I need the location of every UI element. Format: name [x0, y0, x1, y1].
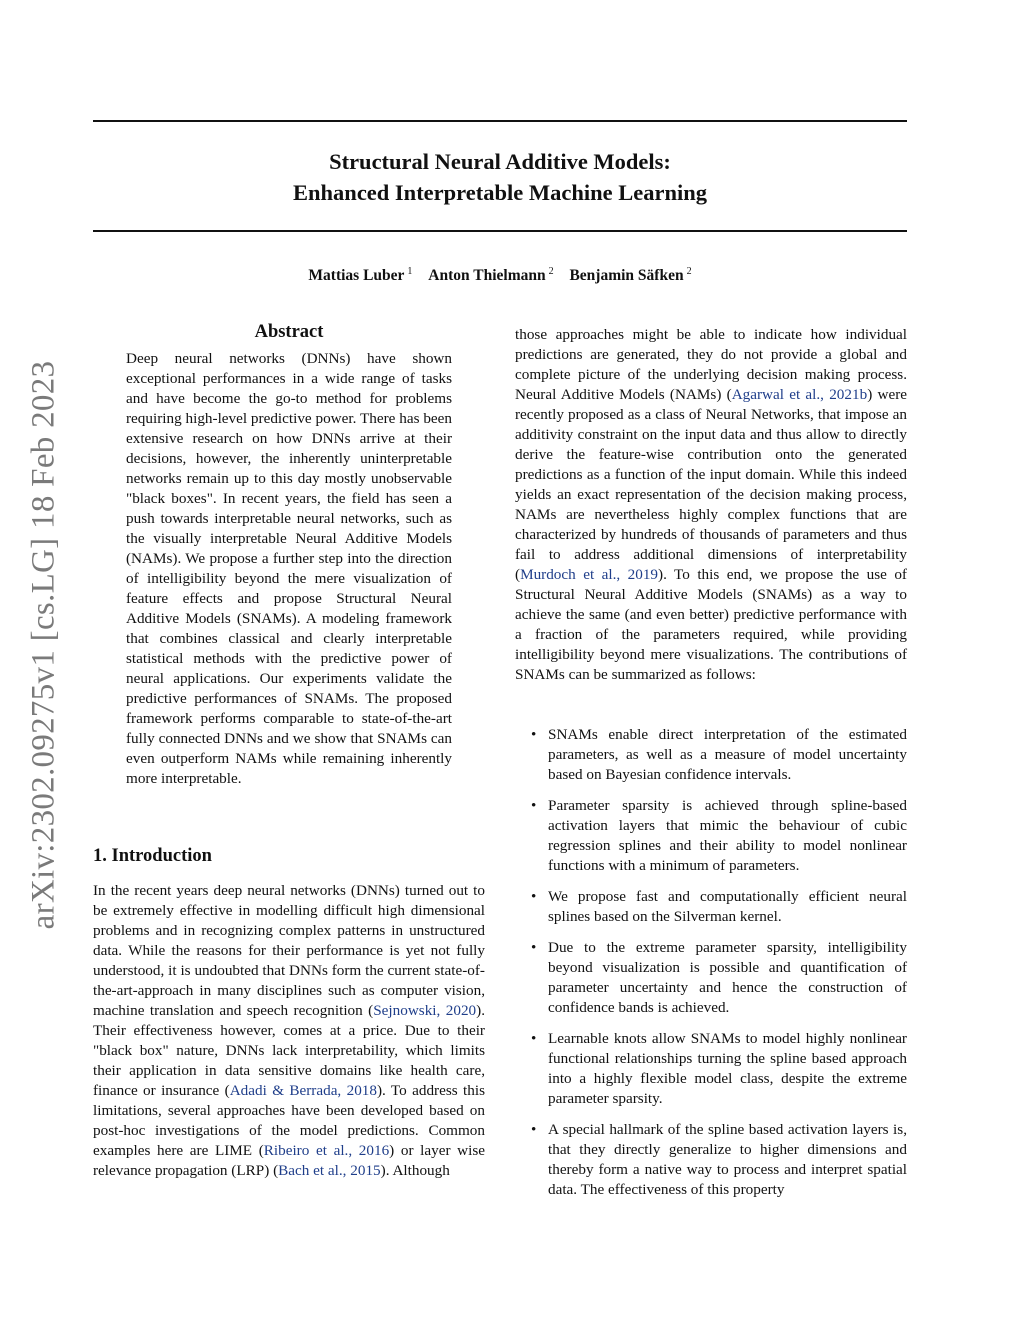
- contribution-item: • Learnable knots allow SNAMs to model highly nonlinear functional relationships turning the spline based approach into a highly flexible model class, despite the extreme parameter sparsity.: [531, 1030, 907, 1107]
- bullet-icon: •: [531, 797, 537, 814]
- introduction-heading: 1. Introduction: [93, 846, 212, 866]
- title-line-1: Structural Neural Additive Models:: [329, 149, 671, 174]
- bullet-icon: •: [531, 726, 537, 743]
- abstract-text: Deep neural networks (DNNs) have shown exceptional performances in a wide range of tasks and have become the go-to method for problems requiring high-level predictive power. There has been extensive research on how DNNs arrive at their decisions, however, the inherently uninterpretable networks remain up to this day mostly unobservable "black boxes". In recent years, the field has seen a push towards interpretable neural networks, such as the visually interpretable Neural Additive Models (NAMs). We propose a further step into the direction of intelligibility beyond the mere visualization of feature effects and propose Structural Neural Additive Models (SNAMs). A modeling framework that combines classical and clearly interpretable statistical methods with the predictive power of neural applications. Our experiments validate the predictive performances of SNAMs. The proposed framework performs comparable to state-of-the-art fully connected DNNs and we show that SNAMs can even outperform NAMs while remaining inherently more interpretable.: [126, 350, 452, 787]
- contribution-item: • We propose fast and computationally efficient neural splines based on the Silverman kernel.: [531, 888, 907, 925]
- title-rule-top: [93, 120, 907, 122]
- author-list: [93, 266, 907, 285]
- bullet-icon: •: [531, 1030, 537, 1047]
- title-rule-bottom: [93, 230, 907, 232]
- contributions-list: [515, 725, 907, 1211]
- citation-link[interactable]: Adadi & Berrada, 2018: [229, 1082, 377, 1099]
- arxiv-identifier-stamp: arXiv:2302.09275v1 [cs.LG] 18 Feb 2023: [25, 360, 62, 930]
- contribution-item: • SNAMs enable direct interpretation of the estimated parameters, as well as a measure of model uncertainty based on Bayesian confidence intervals.: [531, 726, 907, 783]
- citation-link[interactable]: Murdoch et al., 2019: [520, 566, 659, 583]
- author-3: Benjamin Säfken $^2$: [569, 266, 692, 285]
- bullet-icon: •: [531, 888, 537, 905]
- abstract-heading: Abstract: [254, 322, 324, 342]
- author-2: Anton Thielmann $^2$: [428, 266, 554, 285]
- contribution-item: • Parameter sparsity is achieved through spline-based activation layers that mimic the behaviour of cubic regression splines and their ability to model nonlinear functions with a minimum of parameters.: [531, 797, 907, 874]
- author-1: Mattias Luber $^1$: [308, 266, 413, 285]
- citation-link[interactable]: Agarwal et al., 2021b: [731, 386, 868, 403]
- contribution-item: • A special hallmark of the spline based activation layers is, that they directly generalize to higher dimensions and thereby form a native way to process and interpret spatial data. The effectiveness of this property: [531, 1121, 907, 1198]
- paper-title: [93, 146, 907, 208]
- right-column-paragraph: those approaches might be able to indicate how individual predictions are generated, they do not provide a global and complete picture of the underlying decision making process. Neural Additive Models (NAMs) (Agarwal et al., 2021b) were recently proposed as a class of Neural Networks, that impose an additivity constraint on the input data and thus allow to directly derive the feature-wise contribution onto the generated predictions as a function of the input domain. While this indeed yields an exact representation of the decision making process, NAMs are nevertheless highly complex functions that are characterized by hundreds of thousands of parameters and thus fail to address additional dimensions of interpretability (Murdoch et al., 2019). To this end, we propose the use of Structural Neural Additive Models (SNAMs) as a way to achieve the same (and even better) predictive performance with a fraction of the parameters required, while providing intelligibility beyond mere visualizations. The contributions of SNAMs can be summarized as follows:: [515, 326, 907, 683]
- citation-link[interactable]: Sejnowski, 2020: [373, 1002, 477, 1019]
- citation-link[interactable]: Ribeiro et al., 2016: [263, 1142, 390, 1159]
- bullet-icon: •: [531, 1121, 537, 1138]
- title-line-2: Enhanced Interpretable Machine Learning: [293, 180, 707, 205]
- citation-link[interactable]: Bach et al., 2015: [278, 1162, 381, 1179]
- contribution-item: • Due to the extreme parameter sparsity, intelligibility beyond visualization is possible and quantification of parameter uncertainty and hence the construction of confidence bands is achieved.: [531, 939, 907, 1016]
- introduction-paragraph: In the recent years deep neural networks (DNNs) turned out to be extremely effective in modelling difficult high dimensional problems and in recognizing complex patterns in unstructured data. While the reasons for their performance is yet not fully understood, it is undoubted that DNNs form the current state-of-the-art-approach in many disciplines such as computer vision, machine translation and speech recognition (Sejnowski, 2020). Their effectiveness however, comes at a price. Due to their "black box" nature, DNNs lack interpretability, which limits their application in data sensitive domains like health care, finance or insurance (Adadi & Berrada, 2018). To address this limitations, several approaches have been developed based on post-hoc investigations of the model predictions. Common examples here are LIME (Ribeiro et al., 2016) or layer wise relevance propagation (LRP) (Bach et al., 2015). Although: [93, 882, 486, 1179]
- bullet-icon: •: [531, 939, 537, 956]
